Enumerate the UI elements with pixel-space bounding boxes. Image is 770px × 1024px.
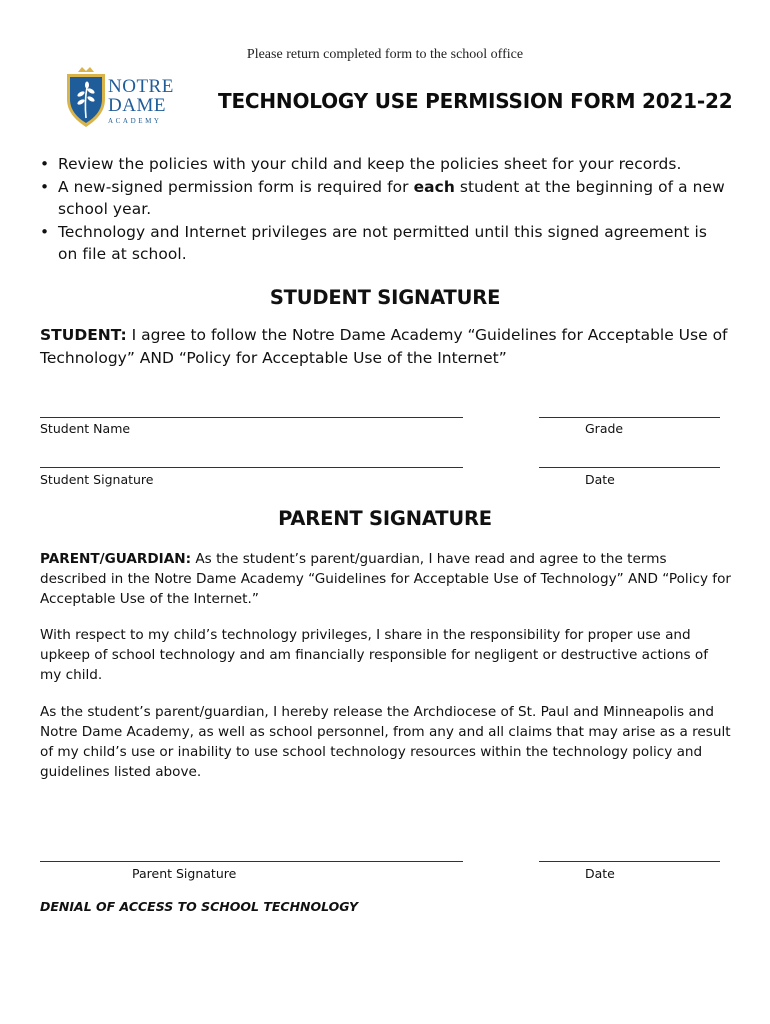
bullet-icon: •	[40, 155, 50, 173]
student-signature-heading: STUDENT SIGNATURE	[269, 286, 501, 309]
student-name-label: Student Name	[40, 421, 131, 436]
school-logo	[64, 63, 176, 131]
parent-label: PARENT/GUARDIAN:	[40, 551, 192, 567]
student-date-label: Date	[585, 472, 615, 487]
release-paragraph: As the student’s parent/guardian, I hereby release the Archdiocese of St. Paul and Minneapolis and Notre Dame Academy, as well as school personnel, from any and all claims that may arise as a result of my child’s use or inability to use school technology resources within the technology policy and guidelines listed above.	[40, 704, 731, 780]
parent-signature-line[interactable]	[40, 861, 463, 862]
bullet-icon: •	[40, 177, 50, 196]
logo-text-dame: DAME	[108, 95, 166, 116]
parent-agreement: PARENT/GUARDIAN: As the student’s parent/guardian, I have read and agree to the terms described in the Notre Dame Academy “Guidelines for Acceptable Use of Technology” AND “Policy for Acceptable Use of the Internet.”	[40, 551, 731, 607]
student-agreement: STUDENT: I agree to follow the Notre Dame Academy “Guidelines for Acceptable Use of Technology” AND “Policy for Acceptable Use of the Internet”	[40, 326, 728, 367]
student-signature-label: Student Signature	[40, 472, 154, 487]
responsibility-paragraph: With respect to my child’s technology privileges, I share in the responsibility for proper use and upkeep of school technology and am financially responsible for negligent or destructive actions of my child.	[40, 627, 709, 683]
instructions-list	[38, 153, 728, 266]
logo-text-notre: NOTRE	[108, 76, 174, 97]
parent-date-label: Date	[585, 866, 615, 881]
shield-crest-icon	[64, 63, 108, 131]
bullet-icon: •	[40, 222, 50, 241]
parent-signature-label: Parent Signature	[132, 866, 237, 881]
student-name-line[interactable]	[40, 417, 463, 418]
student-date-line[interactable]	[539, 467, 720, 468]
list-item: • A new-signed permission form is required for each student at the beginning of a new school year.	[40, 177, 725, 218]
grade-label: Grade	[585, 421, 624, 436]
student-signature-line[interactable]	[40, 467, 463, 468]
form-title: TECHNOLOGY USE PERMISSION FORM 2021-22	[218, 89, 733, 113]
student-label: STUDENT:	[40, 326, 127, 344]
parent-signature-heading: PARENT SIGNATURE	[278, 507, 492, 530]
list-item: • Technology and Internet privileges are not permitted until this signed agreement is on file at school.	[40, 222, 708, 263]
grade-line[interactable]	[539, 417, 720, 418]
list-item: • Review the policies with your child and keep the policies sheet for your records.	[38, 153, 728, 176]
denial-of-access-heading: DENIAL OF ACCESS TO SCHOOL TECHNOLOGY	[40, 899, 359, 914]
parent-date-line[interactable]	[539, 861, 720, 862]
return-instruction: Please return completed form to the school office	[246, 47, 524, 62]
logo-text-academy: ACADEMY	[108, 117, 162, 125]
